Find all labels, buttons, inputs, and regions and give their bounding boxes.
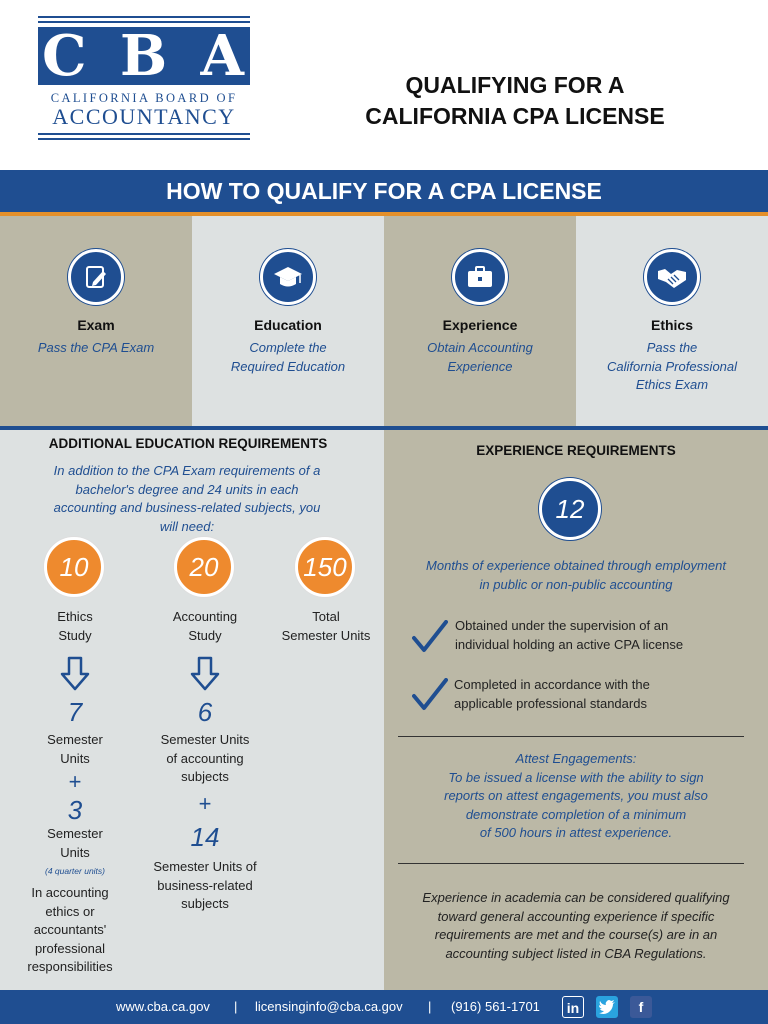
step-name: Exam: [77, 317, 115, 333]
ethics-detail: In accounting ethics or accountants' professional responsibilities: [27, 885, 113, 974]
total-label: Total Semester Units: [281, 609, 371, 643]
exam-icon: [68, 249, 124, 305]
academia-text: Experience in academia can be considered qualifying toward general accounting experience if specific requirements are met and the course(s) are in an accounting subject listed in CBA Regulations.: [422, 890, 730, 961]
step-name: Education: [254, 317, 322, 333]
logo-letter: A: [200, 23, 246, 89]
briefcase-icon: [452, 249, 508, 305]
ethics-units-2: 3: [67, 795, 83, 825]
checkmark-icon: [412, 678, 448, 712]
down-arrow-icon: [60, 656, 90, 692]
graduation-cap-icon: [260, 249, 316, 305]
handshake-icon: [644, 249, 700, 305]
total-units-circle: 150: [295, 537, 355, 597]
facebook-icon[interactable]: f: [630, 996, 652, 1018]
divider-line: [398, 736, 744, 737]
accounting-units-circle: 20: [174, 537, 234, 597]
section-band: HOW TO QUALIFY FOR A CPA LICENSE: [0, 170, 768, 212]
cba-logo: [38, 16, 250, 154]
accounting-label: Accounting Study: [172, 609, 238, 643]
footer-separator: |: [234, 999, 238, 1014]
logo-letter: B: [119, 23, 170, 89]
ethics-units-1: 7: [67, 697, 83, 727]
step-education: [192, 216, 384, 426]
check-item: Obtained under the supervision of an individual holding an active CPA license: [455, 618, 684, 652]
steps-row: [0, 216, 768, 426]
ethics-label: Ethics Study: [57, 609, 93, 643]
accounting-units-1: 6: [197, 697, 213, 727]
experience-panel: [384, 430, 768, 990]
page-title: [330, 70, 700, 132]
step-desc: Pass the California Professional Ethics Exam: [606, 340, 738, 392]
months-circle: 12: [539, 478, 601, 540]
twitter-icon[interactable]: [596, 996, 618, 1018]
accounting-units-2-label: Semester Units of business-related subjects: [153, 859, 257, 911]
footer: [0, 990, 768, 1024]
ethics-units-2-label: Semester Units: [47, 826, 103, 860]
linkedin-icon[interactable]: in: [562, 996, 584, 1018]
ethics-units-circle: 10: [44, 537, 104, 597]
step-ethics: [576, 216, 768, 426]
step-desc: Obtain Accounting Experience: [427, 340, 533, 374]
step-name: Ethics: [650, 317, 693, 333]
step-exam: [0, 216, 192, 426]
phone-number[interactable]: (916) 561-1701: [451, 999, 540, 1014]
experience-title: EXPERIENCE REQUIREMENTS: [476, 443, 676, 458]
months-text: Months of experience obtained through employment in public or non-public accounting: [426, 558, 726, 592]
down-arrow-icon: [190, 656, 220, 692]
education-title: ADDITIONAL EDUCATION REQUIREMENTS: [48, 436, 328, 451]
plus-sign: +: [198, 791, 212, 816]
page-title-line: QUALIFYING FOR A: [405, 72, 625, 98]
header: [0, 0, 768, 170]
logo-letter: C: [42, 23, 89, 89]
checkmark-icon: [412, 620, 448, 654]
step-name: Experience: [442, 317, 518, 333]
education-panel: [0, 430, 384, 990]
logo-subtitle: CALIFORNIA BOARD OF: [50, 91, 238, 105]
step-desc: Complete the Required Education: [230, 340, 346, 374]
accounting-units-1-label: Semester Units of accounting subjects: [160, 732, 250, 784]
step-desc: Pass the CPA Exam: [37, 340, 155, 355]
page-title-line: CALIFORNIA CPA LICENSE: [365, 103, 665, 129]
logo-letters: [38, 23, 250, 89]
check-item: Completed in accordance with the applicable professional standards: [454, 677, 650, 711]
footer-separator: |: [428, 999, 432, 1014]
step-experience: [384, 216, 576, 426]
ethics-units-1-label: Semester Units: [47, 732, 103, 766]
education-intro: In addition to the CPA Exam requirements of a bachelor's degree and 24 units in each accounting and business-related subjects, you will need:: [53, 463, 321, 534]
quarter-units-note: (4 quarter units): [45, 866, 105, 876]
logo-name: ACCOUNTANCY: [52, 104, 236, 129]
website-link[interactable]: www.cba.ca.gov: [116, 999, 210, 1014]
divider-line: [398, 863, 744, 864]
email-link[interactable]: licensinginfo@cba.ca.gov: [255, 999, 403, 1014]
attest-text: Attest Engagements: To be issued a license with the ability to sign reports on attest engagements, you must also demonstrate completion of a minimum of 500 hours in attest experience.: [444, 751, 708, 840]
accounting-units-2: 14: [190, 822, 220, 852]
plus-sign: +: [68, 769, 82, 794]
